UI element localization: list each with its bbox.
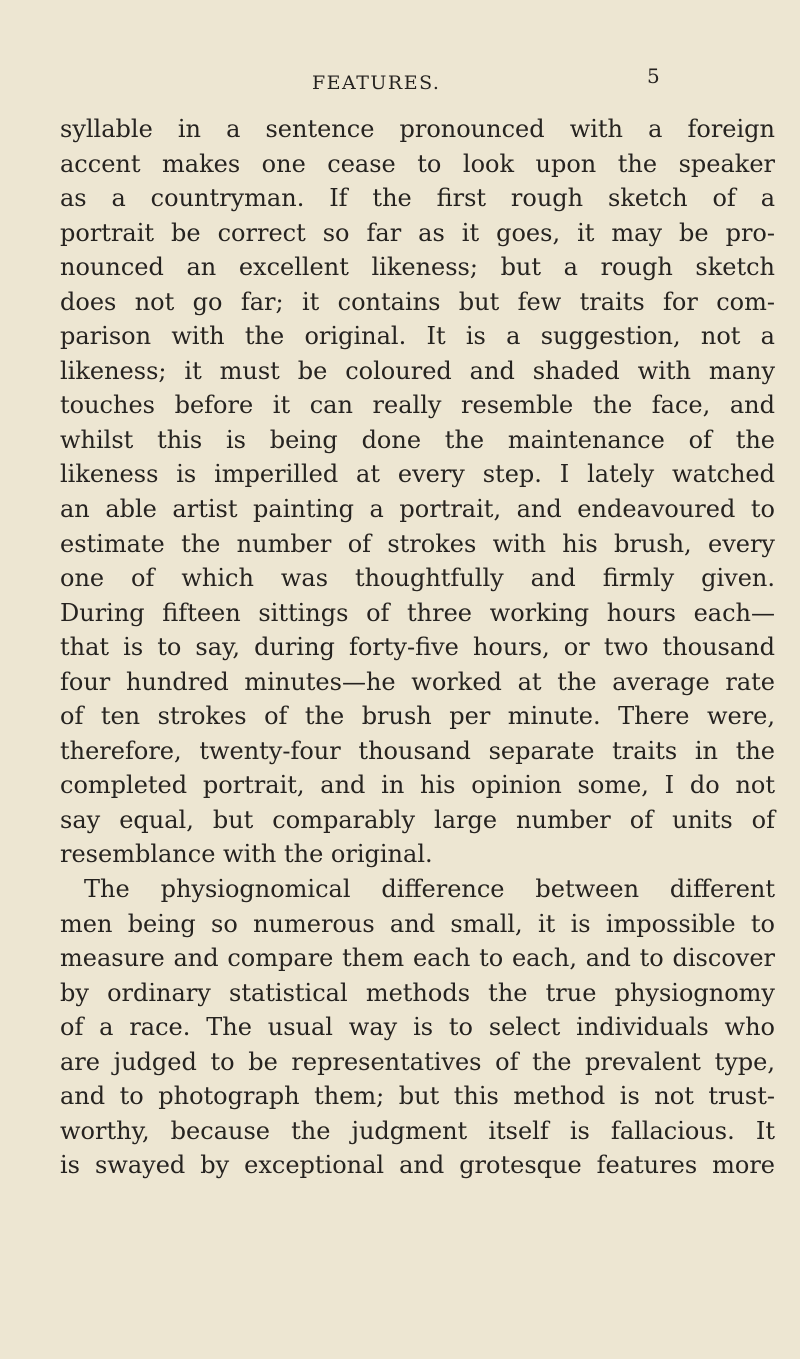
- text-line: one of which was thoughtfully and firmly given.: [60, 564, 775, 593]
- text-line: of ten strokes of the brush per minute. There were,: [60, 702, 775, 731]
- text-line: accent makes one cease to look upon the speaker: [60, 149, 775, 178]
- text-line: touches before it can really resemble the face, and: [60, 391, 775, 420]
- text-line: are judged to be representatives of the prevalent type,: [60, 1047, 775, 1076]
- text-line: four hundred minutes—he worked at the average rate: [60, 667, 775, 696]
- text-line: by ordinary statistical methods the true physiognomy: [60, 978, 775, 1007]
- text-line: During fifteen sittings of three working hours each—: [60, 598, 775, 627]
- text-line: completed portrait, and in his opinion some, I do not: [60, 771, 775, 800]
- text-line: estimate the number of strokes with his brush, every: [60, 529, 775, 558]
- text-line: resemblance with the original.: [60, 840, 433, 869]
- text-line: whilst this is being done the maintenance of the: [60, 425, 775, 454]
- text-line: and to photograph them; but this method is not trust-: [60, 1082, 775, 1111]
- body-text: [60, 112, 775, 1183]
- running-head: FEATURES.: [312, 72, 441, 94]
- text-line: men being so numerous and small, it is impossible to: [60, 909, 775, 938]
- text-line: nounced an excellent likeness; but a rough sketch: [60, 253, 775, 282]
- text-line: does not go far; it contains but few traits for com-: [60, 287, 775, 316]
- text-line: portrait be correct so far as it goes, it may be pro-: [60, 218, 775, 247]
- text-line: likeness; it must be coloured and shaded with many: [60, 356, 775, 385]
- text-line: that is to say, during forty-five hours, or two thousand: [60, 633, 775, 662]
- text-line: as a countryman. If the first rough sketch of a: [60, 184, 775, 213]
- text-line: syllable in a sentence pronounced with a foreign: [60, 115, 775, 143]
- text-line: parison with the original. It is a suggestion, not a: [60, 322, 775, 351]
- text-line: is swayed by exceptional and grotesque features more: [60, 1151, 775, 1180]
- text-line: of a race. The usual way is to select individuals who: [60, 1013, 775, 1042]
- page-number: 5: [647, 64, 660, 88]
- text-line: likeness is imperilled at every step. I lately watched: [60, 460, 775, 489]
- text-line: an able artist painting a portrait, and endeavoured to: [60, 495, 775, 524]
- text-line: therefore, twenty-four thousand separate traits in the: [60, 736, 775, 765]
- text-line: measure and compare them each to each, and to discover: [60, 944, 775, 973]
- text-line: The physiognomical difference between different: [84, 875, 775, 904]
- text-line: worthy, because the judgment itself is fallacious. It: [60, 1116, 775, 1145]
- text-line: say equal, but comparably large number of units of: [60, 805, 775, 834]
